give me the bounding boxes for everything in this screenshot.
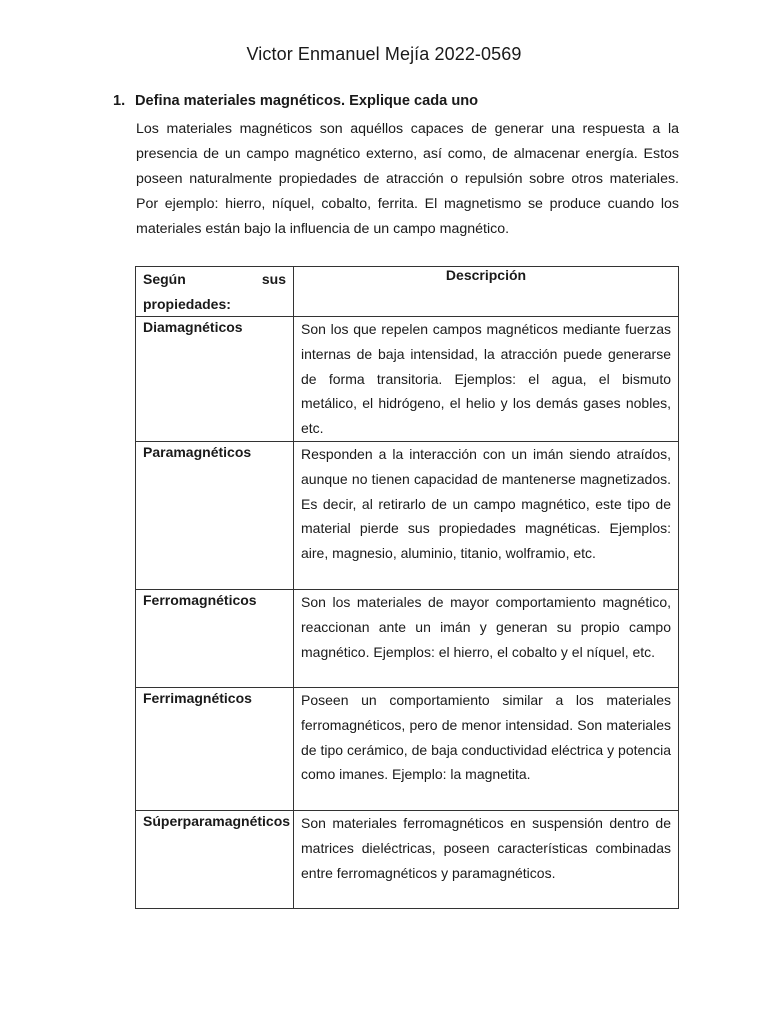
material-description: Son los materiales de mayor comportamiento magnético, reaccionan ante un imán y generan su propio campo magnético. Ejemplos: el hierro, el cobalto y el níquel, etc. [294,589,679,687]
material-name: Ferromagnéticos [136,589,294,687]
material-name: Diamagnéticos [136,317,294,442]
header-properties-word2: sus [261,271,286,287]
author-title: Victor Enmanuel Mejía 2022-0569 [246,44,522,64]
table-row [136,589,679,687]
material-description: Responden a la interacción con un imán siendo atraídos, aunque no tienen capacidad de mantenerse magnetizados. Es decir, al retirarlo de un campo magnético, este tipo de material pierde sus propiedades magnéticas. Ejemplos: aire, magnesio, aluminio, titanio, wolframio, etc. [294,441,679,589]
material-description: Son los que repelen campos magnéticos mediante fuerzas internas de baja intensidad, la atracción puede generarse de forma transitoria. Ejemplos: el agua, el bismuto metálico, el hidrógeno, el helio y los demás gases nobles, etc. [294,317,679,442]
header-properties-line2: propiedades: [143,295,231,312]
header-properties [136,267,294,317]
table-header-row [136,267,679,317]
question-number: 1. [113,93,126,109]
material-name: Súperparamagnéticos [136,810,294,908]
table-row [136,687,679,810]
question-text: Defina materiales magnéticos. Explique cada uno [135,93,479,109]
material-name: Paramagnéticos [136,441,294,589]
header-properties-word1: Según [143,271,186,287]
material-name: Ferrimagnéticos [136,687,294,810]
table-row [136,317,679,442]
materials-table [135,266,679,909]
material-description: Poseen un comportamiento similar a los materiales ferromagnéticos, pero de menor intensidad. Son materiales de tipo cerámico, de baja conductividad eléctrica y potencia como imanes. Ejemplo: la magnetita. [294,687,679,810]
material-description: Son materiales ferromagnéticos en suspensión dentro de matrices dieléctricas, poseen características combinadas entre ferromagnéticos y paramagnéticos. [294,810,679,908]
question-heading [113,93,478,109]
table-row [136,810,679,908]
table-row [136,441,679,589]
intro-paragraph: Los materiales magnéticos son aquéllos capaces de generar una respuesta a la presencia de un campo magnético externo, así como, de almacenar energía. Estos poseen naturalmente propiedades de atracción o repulsión sobre otros materiales. Por ejemplo: hierro, níquel, cobalto, ferrita. El magnetismo se produce cuando los materiales están bajo la influencia de un campo magnético. [136,121,679,237]
header-description: Descripción [294,267,679,317]
